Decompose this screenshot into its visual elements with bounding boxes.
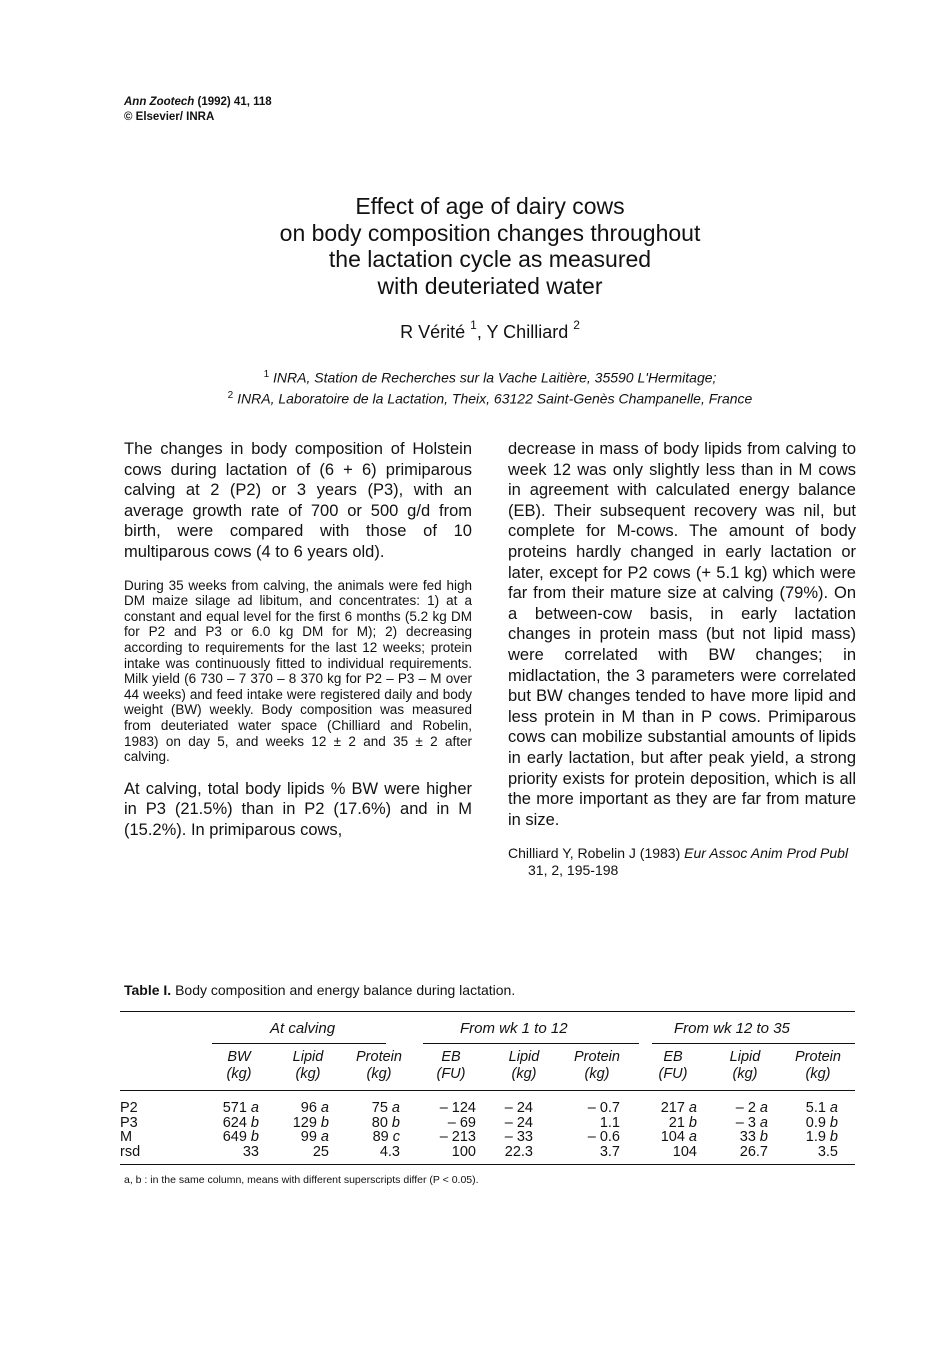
table-cell (806, 1102, 838, 1115)
table-cell (242, 1143, 259, 1160)
table-cell (806, 1131, 838, 1144)
table-cell (504, 1143, 533, 1160)
cell-significance-letter: b (688, 1114, 697, 1131)
header-bottom-rule (120, 1090, 855, 1091)
cell-significance-letter: a (829, 1100, 838, 1116)
column-header-unit: (kg) (584, 1066, 610, 1082)
cell-value: 217 (660, 1100, 685, 1116)
table-cell (440, 1102, 476, 1115)
table-cell (371, 1114, 400, 1131)
body-paragraph: The changes in body composition of Holstein cows during lactation of (6 + 6) primiparous calving at 2 (P2) or 3 years (P3), with an average growth rate of 700 or 500 g/d from birth, were compared with those of 10 multiparous cows (4 to 6 years old). (124, 440, 472, 561)
cell-value: 1.1 (599, 1114, 620, 1131)
table-cell (312, 1143, 329, 1160)
reference-authors: Chilliard Y, Robelin J (1983) (508, 845, 681, 862)
cell-value: 5.1 (805, 1100, 826, 1116)
affiliations (110, 366, 870, 407)
column-header (411, 1049, 491, 1083)
affiliation-mark: 2 (227, 389, 234, 401)
cell-significance-letter: a (320, 1129, 329, 1146)
column-header-unit: (kg) (295, 1066, 321, 1082)
cell-value: 624 (222, 1114, 247, 1131)
cell-value: – 0.6 (587, 1129, 620, 1146)
table-cell (735, 1114, 768, 1131)
column-header (705, 1049, 785, 1083)
column-header-name: Protein (574, 1049, 620, 1065)
table-cell (588, 1102, 620, 1115)
cell-value: 33 (242, 1143, 259, 1160)
table-label: Table I. (124, 982, 172, 998)
table-cell (440, 1131, 476, 1144)
column-header-unit: (FU) (658, 1066, 688, 1082)
cell-value: 22.3 (504, 1143, 533, 1160)
row-label: rsd (120, 1143, 141, 1160)
column-group-header: From wk 1 to 12 (460, 1020, 568, 1037)
affiliation (110, 366, 870, 387)
column-header-name: Protein (795, 1049, 841, 1065)
column-header-name: Lipid (292, 1049, 324, 1065)
table-caption-text: Body composition and energy balance during lactation. (175, 982, 516, 998)
table-cell (739, 1143, 768, 1160)
cell-value: – 69 (447, 1114, 476, 1131)
column-header (484, 1049, 564, 1083)
author-affil-mark: 2 (573, 318, 580, 332)
cell-value: 25 (312, 1143, 329, 1160)
journal-header (124, 95, 272, 125)
author-affil-mark: 1 (470, 318, 477, 332)
title-line: the lactation cycle as measured (328, 246, 652, 272)
table-cell (301, 1131, 329, 1144)
cell-value: 96 (300, 1100, 317, 1116)
cell-value: 26.7 (739, 1143, 768, 1160)
table-cell (672, 1143, 697, 1160)
table-cell (379, 1143, 400, 1160)
author-name: Y Chilliard (486, 322, 569, 342)
body-paragraph: decrease in mass of body lipids from calving to week 12 was only slightly less than in M cows in agreement with calculated energy balance (EB). Their subsequent recovery was nil, but complete for M-cows. The amount of body proteins hardly changed in early lactation or later, except for P2 cows (+ 5.1 kg) which were far from their mature size at calving (79%). On a between-cow basis, in early lactation changes in protein mass (but not lipid mass) were correlated with BW changes; in midlactation, the 3 parameters were correlated but BW changes tended to have more lipid and less protein in M than in P cows. Primiparous cows can mobilize substantial amounts of lipids in early lactation, but after peak yield, a strong priority exists for protein deposition, which is all the more important as they are far from mature in size. (508, 440, 856, 829)
column-group-header: At calving (270, 1020, 336, 1037)
column-header-name: EB (663, 1049, 683, 1065)
column-header (633, 1049, 713, 1083)
cell-significance-letter: b (829, 1114, 838, 1131)
affiliation (110, 387, 870, 408)
affiliation-text: INRA, Laboratoire de la Lactation, Theix, 63122 Saint-Genès Champanelle, France (237, 390, 753, 407)
column-header-unit: (kg) (805, 1066, 831, 1082)
reference (508, 845, 856, 879)
body-paragraph: At calving, total body lipids % BW were higher in P3 (21.5%) than in P2 (17.6%) and in M (15.2%). In primiparous cows, (124, 779, 472, 839)
column-header-name: Lipid (729, 1049, 761, 1065)
cell-significance-letter: a (688, 1100, 697, 1116)
cell-value: – 2 (735, 1100, 756, 1116)
table-cell (451, 1143, 476, 1160)
column-group-header: From wk 12 to 35 (674, 1020, 790, 1037)
cell-value: 99 (300, 1129, 317, 1146)
table-cell (447, 1114, 476, 1131)
cell-value: 1.9 (805, 1129, 826, 1146)
table-cell (373, 1131, 400, 1144)
journal-volume: (1992) 41, 118 (197, 96, 272, 108)
journal-citation (124, 95, 272, 110)
table-cell (505, 1102, 533, 1115)
group-rule (423, 1043, 639, 1044)
title-line: with deuteriated water (377, 272, 603, 299)
affiliation-text: INRA, Station de Recherches sur la Vache Laitière, 35590 L'Hermitage; (273, 369, 717, 386)
column-header-name: EB (441, 1049, 461, 1065)
table-cell (372, 1102, 400, 1115)
column-header (778, 1049, 858, 1083)
cell-value: 0.9 (805, 1114, 826, 1131)
column-header-unit: (FU) (436, 1066, 466, 1082)
table-cell (668, 1114, 697, 1131)
reference-journal: Eur Assoc Anim Prod Publ (684, 845, 849, 862)
table-cell (223, 1131, 259, 1144)
table-footnote: a, b : in the same column, means with different superscripts differ (P < 0.05). (124, 1174, 479, 1186)
table-cell (740, 1131, 768, 1144)
cell-value: 75 (371, 1100, 388, 1116)
cell-significance-letter: b (759, 1129, 768, 1146)
row-label: P3 (120, 1114, 138, 1131)
cell-value: 3.5 (817, 1143, 838, 1160)
cell-significance-letter: c (392, 1129, 400, 1146)
affiliation-mark: 1 (263, 369, 270, 380)
cell-significance-letter: a (320, 1100, 329, 1116)
cell-significance-letter: a (759, 1114, 768, 1131)
column-header-unit: (kg) (732, 1066, 758, 1082)
cell-significance-letter: b (250, 1114, 259, 1131)
cell-value: 21 (668, 1114, 685, 1131)
column-header-unit: (kg) (511, 1066, 537, 1082)
cell-value: 100 (451, 1143, 476, 1160)
cell-value: – 124 (439, 1100, 476, 1116)
cell-significance-letter: b (250, 1129, 259, 1146)
table-caption (124, 982, 515, 998)
table-cell (599, 1143, 620, 1160)
authors: R Vérité $^1$, Y Chilliard $^2$ (400, 318, 580, 342)
table-cell (661, 1102, 697, 1115)
cell-value: 3.7 (599, 1143, 620, 1160)
group-rule (652, 1043, 855, 1044)
title-line: Effect of age of dairy cows (355, 193, 625, 219)
row-label: M (120, 1129, 133, 1146)
cell-significance-letter: a (688, 1129, 697, 1146)
column-header (199, 1049, 279, 1083)
table-cell (736, 1102, 768, 1115)
cell-value: 104 (672, 1143, 697, 1160)
cell-value: 129 (292, 1114, 317, 1131)
table-cell (817, 1143, 838, 1160)
reference-pages: 31, 2, 195-198 (528, 862, 619, 879)
table-cell (505, 1131, 533, 1144)
column-header (339, 1049, 419, 1083)
table-cell (301, 1102, 329, 1115)
column-header-name: BW (227, 1049, 251, 1065)
cell-significance-letter: a (391, 1100, 400, 1116)
cell-significance-letter: b (829, 1129, 838, 1146)
table-cell (588, 1131, 620, 1144)
table-cell (292, 1114, 329, 1131)
column-header (268, 1049, 348, 1083)
left-column (124, 439, 472, 840)
cell-significance-letter: b (320, 1114, 329, 1131)
cell-value: 89 (372, 1129, 389, 1146)
body-paragraph-small: During 35 weeks from calving, the animals were fed high DM maize silage ad libitum, and concentrates: 1) at a constant and equal level for the first 6 months (5.2 kg DM for P2 and P3 or 6.0 kg DM for M); 2) decreasing according to requirements for the last 12 weeks; protein intake was continuously fitted to individual requirements. Milk yield (6 730 – 7 370 – 8 370 kg for P2 – P3 – M over 44 weeks) and feed intake were registered daily and body weight (BW) weekly. Body composition was measured from deuteriated water space (Chilliard and Robelin, 1983) on day 5, and weeks 12 ± 2 and 35 ± 2 after calving. (124, 577, 472, 765)
table-cell (504, 1114, 533, 1131)
cell-value: 571 (222, 1100, 247, 1116)
cell-significance-letter: b (391, 1114, 400, 1131)
table-cell (805, 1114, 838, 1131)
cell-value: 33 (739, 1129, 756, 1146)
table-cell (661, 1131, 697, 1144)
paper-title (200, 193, 780, 299)
cell-value: – 3 (735, 1114, 756, 1131)
cell-significance-letter: a (759, 1100, 768, 1116)
cell-value: 104 (660, 1129, 685, 1146)
cell-value: – 0.7 (587, 1100, 620, 1116)
row-label: P2 (120, 1100, 138, 1116)
column-header-unit: (kg) (226, 1066, 252, 1082)
column-header-unit: (kg) (366, 1066, 392, 1082)
copyright: © Elsevier/ INRA (124, 111, 215, 123)
right-column (508, 439, 856, 879)
table-cell (599, 1114, 620, 1131)
cell-value: – 33 (504, 1129, 533, 1146)
cell-value: 4.3 (379, 1143, 400, 1160)
cell-value: – 24 (504, 1114, 533, 1131)
group-rule (212, 1043, 386, 1044)
column-header-name: Lipid (508, 1049, 540, 1065)
cell-value: – 24 (504, 1100, 533, 1116)
cell-value: 80 (371, 1114, 388, 1131)
table-bottom-rule (120, 1164, 855, 1165)
table-top-rule (120, 1011, 855, 1012)
cell-value: – 213 (439, 1129, 476, 1146)
table-cell (222, 1114, 259, 1131)
column-header-name: Protein (356, 1049, 402, 1065)
table-cell (223, 1102, 259, 1115)
title-line: on body composition changes throughout (279, 219, 701, 246)
journal-name: Ann Zootech (124, 96, 195, 108)
cell-significance-letter: a (250, 1100, 259, 1116)
cell-value: 649 (222, 1129, 247, 1146)
author-name: R Vérité (400, 322, 466, 342)
column-header (557, 1049, 637, 1083)
